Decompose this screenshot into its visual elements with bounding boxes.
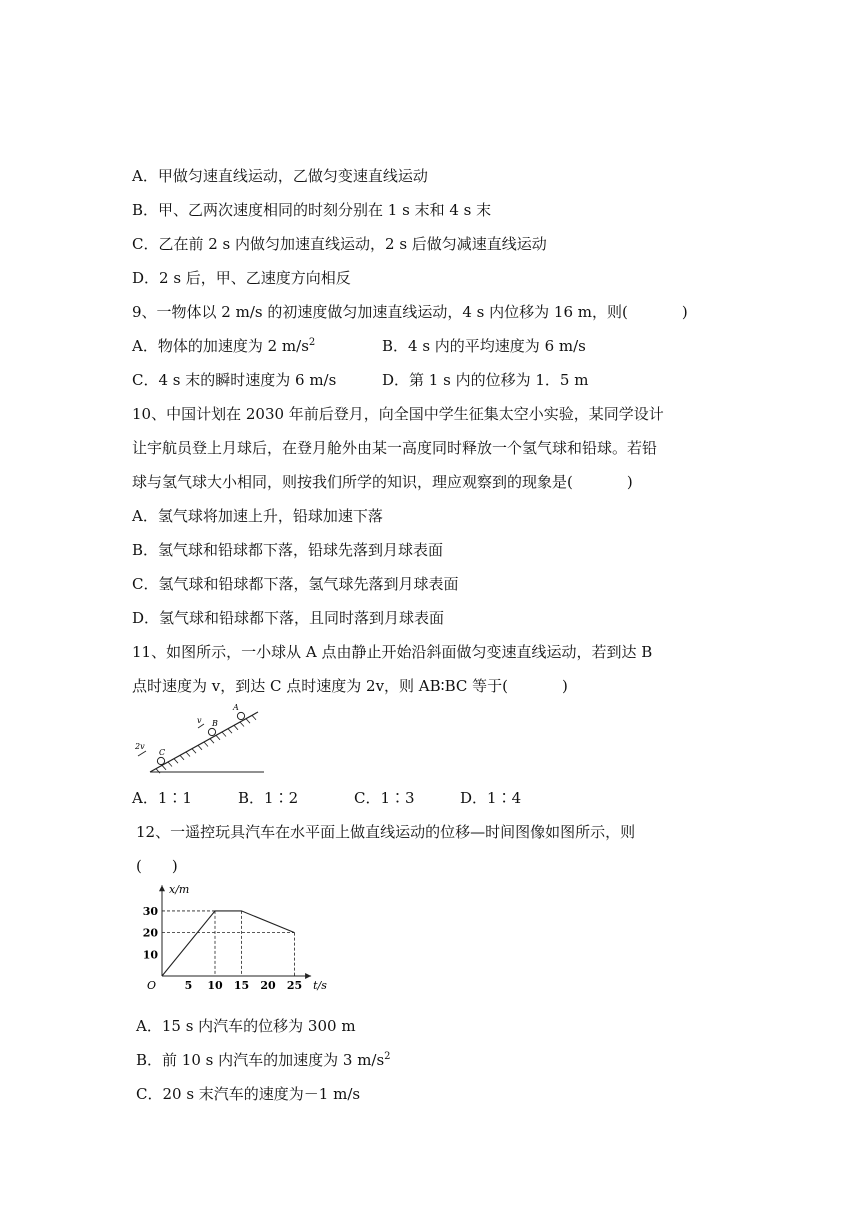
q12-option-b-text: B．前 10 s 内汽车的加速度为 3 m/s (136, 1051, 385, 1069)
q9-option-d: D．第 1 s 内的位移为 1．5 m (382, 371, 589, 389)
x-tick-label: 20 (260, 979, 276, 992)
q9-stem-text: 9、一物体以 2 m/s 的初速度做匀加速直线运动，4 s 内位移为 16 m，则( (132, 303, 628, 321)
q11-stem-close: ) (561, 677, 568, 695)
q12-stem-open: ( (136, 857, 142, 875)
q12-option-b-sup: 2 (384, 1051, 391, 1062)
q11-stem-line2 (132, 676, 568, 696)
q10-stem-text: 球与氢气球大小相同，则按我们所学的知识，理应观察到的现象是( (132, 473, 573, 491)
q9-option-b: B．4 s 内的平均速度为 6 m/s (382, 337, 586, 355)
xt-chart (140, 882, 340, 994)
q8-option-b: B．甲、乙两次速度相同的时刻分别在 1 s 末和 4 s 末 (132, 201, 492, 219)
x-tick-label: 15 (233, 979, 250, 992)
q8-option-d: D．2 s 后，甲、乙速度方向相反 (132, 269, 351, 287)
x-axis-label: t/s (313, 979, 327, 992)
x-tick-label: 25 (286, 979, 303, 992)
y-tick-label: 10 (142, 948, 158, 962)
q10-option-a: A．氢气球将加速上升，铅球加速下落 (132, 507, 383, 525)
q8-option-a: A．甲做匀速直线运动，乙做匀变速直线运动 (132, 167, 428, 185)
q11-stem-text: 点时速度为 v，到达 C 点时速度为 2v，则 AB∶BC 等于( (132, 677, 508, 695)
q11-option-a: A．1∶1 (132, 789, 192, 807)
arrow-2v-icon (138, 751, 146, 756)
q12-option-a: A．15 s 内汽车的位移为 300 m (136, 1017, 356, 1035)
label-c: C (159, 748, 166, 757)
y-axis-arrow-icon (159, 885, 165, 891)
label-b: B (212, 719, 218, 728)
q10-option-d: D．氢气球和铅球都下落，且同时落到月球表面 (132, 609, 445, 627)
q12-option-b (136, 1050, 391, 1070)
q10-option-b: B．氢气球和铅球都下落，铅球先落到月球表面 (132, 541, 444, 559)
q9-stem-close: ) (681, 303, 688, 321)
y-axis-label: x/m (169, 883, 190, 897)
q9-option-a-text: A．物体的加速度为 2 m/s (132, 337, 309, 355)
q10-stem-line2: 让宇航员登上月球后，在登月舱外由某一高度同时释放一个氢气球和铅球。若铅 (132, 439, 658, 457)
q12-option-c: C．20 s 末汽车的速度为－1 m/s (136, 1085, 361, 1103)
label-2v: 2v (135, 742, 145, 751)
incline-figure (130, 702, 270, 774)
q11-option-b: B．1∶2 (238, 789, 299, 807)
ball-c-icon (157, 757, 164, 764)
q9-option-a (132, 336, 315, 356)
q11-option-d: D．1∶4 (460, 789, 522, 807)
q9-option-a-sup: 2 (308, 337, 316, 348)
y-tick-label: 30 (142, 904, 158, 918)
x-tick-label: 10 (207, 979, 223, 992)
ball-a-icon (237, 712, 244, 719)
x-axis-arrow-icon (305, 973, 311, 979)
q12-stem-line2 (136, 856, 178, 876)
y-tick-label: 20 (142, 926, 158, 940)
origin-label: O (146, 979, 156, 992)
q11-stem-line1: 11、如图所示，一小球从 A 点由静止开始沿斜面做匀变速直线运动，若到达 B (132, 643, 653, 661)
q10-stem-line3 (132, 472, 633, 492)
q12-stem-line1: 12、一遥控玩具汽车在水平面上做直线运动的位移—时间图像如图所示，则 (136, 823, 636, 841)
label-a: A (233, 703, 239, 712)
q12-stem-close: ) (171, 857, 178, 875)
ball-b-icon (208, 728, 215, 735)
series-line (162, 911, 295, 976)
q8-option-c: C．乙在前 2 s 内做匀加速直线运动，2 s 后做匀减速直线运动 (132, 235, 547, 253)
q10-stem-close: ) (626, 473, 633, 491)
x-tick-label: 5 (184, 979, 193, 992)
q10-option-c: C．氢气球和铅球都下落，氢气球先落到月球表面 (132, 575, 459, 593)
q10-stem-line1: 10、中国计划在 2030 年前后登月，向全国中学生征集太空小实验，某同学设计 (132, 405, 664, 423)
q9-option-c: C．4 s 末的瞬时速度为 6 m/s (132, 371, 337, 389)
q11-option-c: C．1∶3 (354, 789, 415, 807)
label-v: v (197, 716, 202, 725)
q9-stem (132, 302, 688, 322)
